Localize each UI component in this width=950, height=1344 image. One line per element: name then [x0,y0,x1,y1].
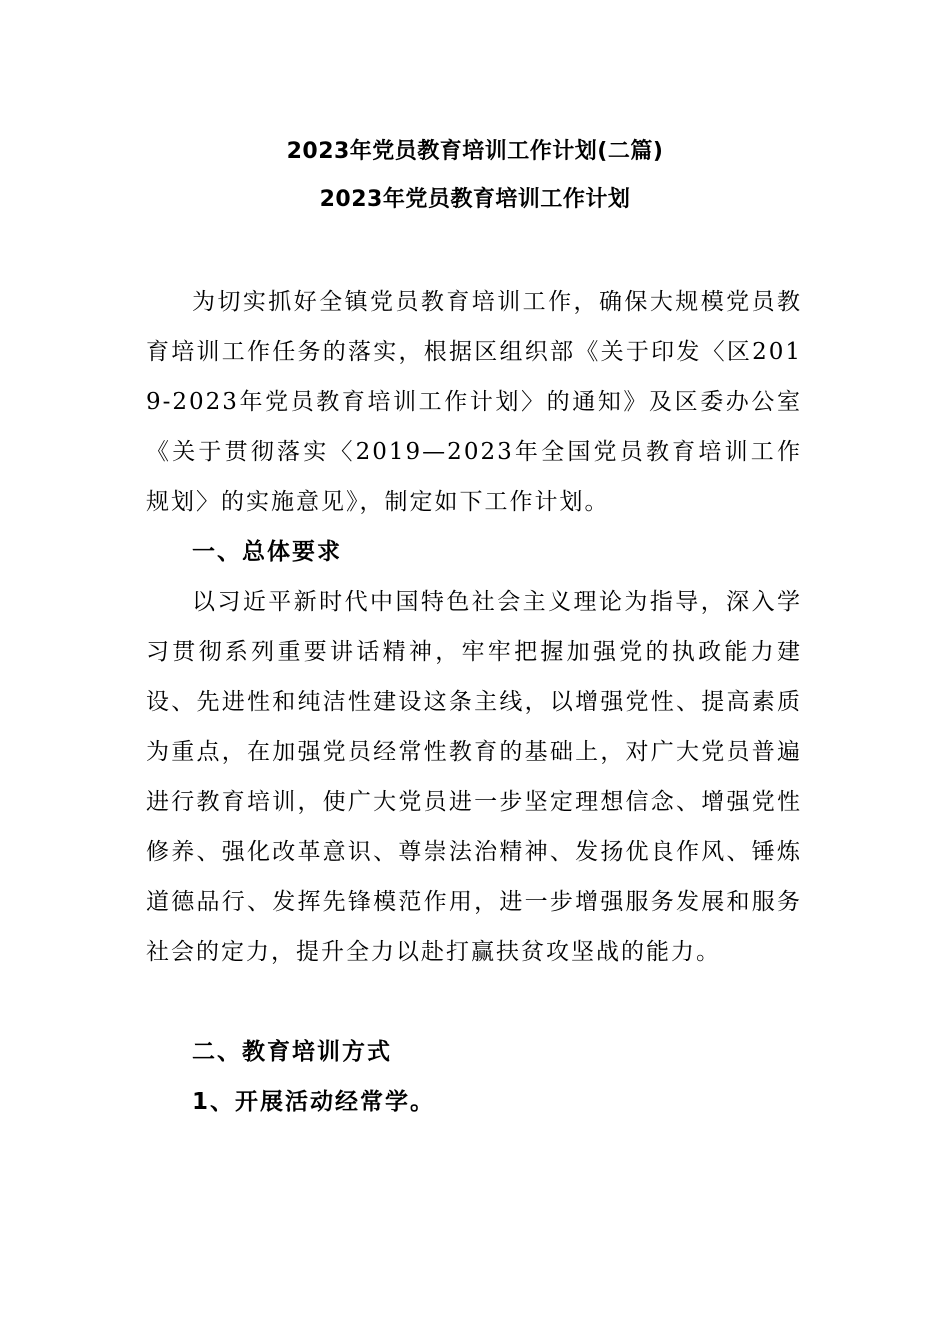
intro-paragraph: 为切实抓好全镇党员教育培训工作，确保大规模党员教育培训工作任务的落实，根据区组织部《关于印发〈区2019-2023年党员教育培训工作计划〉的通知》及区委办公室《关于贯彻落实〈2019—2023年全国党员教育培训工作规划〉的实施意见》，制定如下工作计划。 [146,289,802,515]
subsection-heading-regular-activities: 1、开展活动经常学。 [192,1089,436,1115]
section-heading-general-requirements: 一、总体要求 [192,539,342,565]
requirements-paragraph: 以习近平新时代中国特色社会主义理论为指导，深入学习贯彻系列重要讲话精神，牢牢把握加强党的执政能力建设、先进性和纯洁性建设这条主线，以增强党性、提高素质为重点，在加强党员经常性教育的基础上，对广大党员普遍进行教育培训，使广大党员进一步坚定理想信念、增强党性修养、强化改革意识、尊崇法治精神、发扬优良作风、锤炼道德品行、发挥先锋模范作用，进一步增强服务发展和服务社会的定力，提升全力以赴打赢扶贫攻坚战的能力。 [146,589,802,965]
section-heading-training-methods: 二、教育培训方式 [192,1039,392,1065]
document-subtitle: 2023年党员教育培训工作计划 [319,187,631,212]
document-title: 2023年党员教育培训工作计划(二篇) [286,139,664,164]
